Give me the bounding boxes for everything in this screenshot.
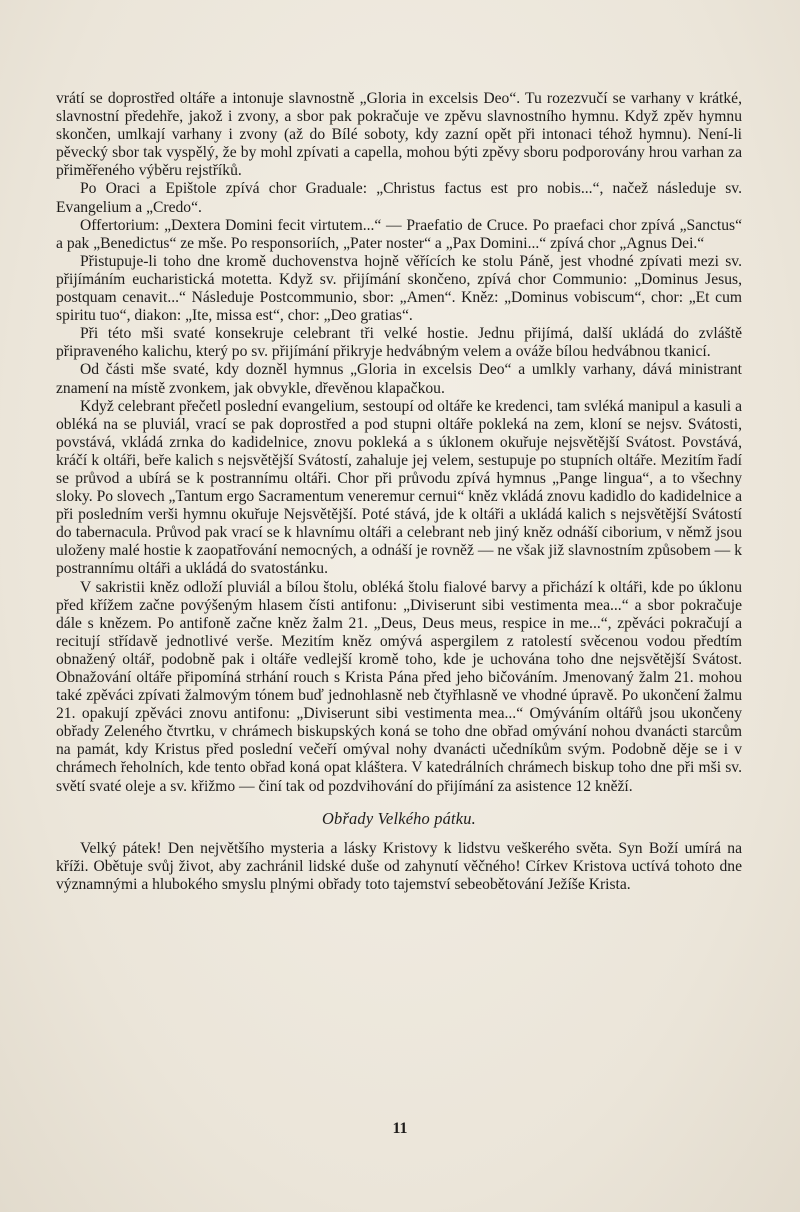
body-text	[56, 90, 742, 894]
paragraph-graduale: Po Oraci a Epištole zpívá chor Graduale: „Christus factus est pro nobis...“, načež následuje sv. Evangelium a „Credo“.	[56, 180, 742, 216]
paragraph-klapacka: Od části mše svaté, kdy dozněl hymnus „Gloria in excelsis Deo“ a umlkly varhany, dává ministrant znamení na místě zvonkem, jak obvykle, dřevěnou klapačkou.	[56, 361, 742, 397]
paragraph-sakristie: V sakristii kněz odloží pluviál a bílou štolu, obléká štolu fialové barvy a přichází k oltáři, kde po úklonu před křížem začne povýšeným hlasem čísti antifonu: „Diviserunt sibi vestimenta mea...“ a sbor pokračuje dále s knězem. Po antifoně začne kněz žalm 21. „Deus, Deus meus, respice in me...“, zpěváci pokračují a recitují střídavě jednotlivé verše. Mezitím kněz omývá aspergilem z ratolestí svěcenou vodou předtím obnažený oltář, podobně pak i oltáře vedlejší kromě toho, kde je uchována toho dne nejsvětější Svátost. Obnažování oltáře připomíná strhání rouch s Krista Pána před jeho bičováním. Jmenovaný žalm 21. mohou také zpěváci zpívati žalmovým tónem buď jednohlasně neb čtyřhlasně ve vhodné úpravě. Po ukončení žalmu 21. opakují zpěváci znovu antifonu: „Diviserunt sibi vestimenta mea...“ Omýváním oltářů jsou ukončeny obřady Zeleného čtvrtku, v chrámech biskupských koná se toho dne obřad omývání nohou dvanácti starcům na památ, kdy Kristus před poslední večeří omýval nohy dvanácti učedníkům svým. Podobně děje se i v chrámech řeholních, kde tento obřad koná opat kláštera. V katedrálních chrámech biskup toho dne při mši sv. světí svaté oleje a sv. křižmo — činí tak od pozdvihování do přijímání za asistence 12 kněží.	[56, 578, 742, 795]
page-number: 11	[392, 1120, 408, 1137]
section-heading: Obřady Velkého pátku.	[322, 808, 476, 828]
paragraph-velky-patek: Velký pátek! Den největšího mysteria a lásky Kristovy k lidstvu veškerého světa. Syn Boží umírá na kříži. Obětuje svůj život, aby zachránil lidské duše od zahynutí věčného! Církev Kristova uctívá tohoto dne významnými a hlubokého smyslu plnými obřady toto tajemství sebeobětování Ježíše Krista.	[56, 839, 742, 893]
paragraph-communio: Přistupuje-li toho dne kromě duchovenstva hojně věřících ke stolu Páně, jest vhodné zpívati mezi sv. přijímáním eucharistická motetta. Když sv. přijímání skončeno, zpívá chor Communio: „Dominus Jesus, postquam cenavit...“ Následuje Postcommunio, sbor: „Amen“. Kněz: „Dominus vobiscum“, chor: „Et cum spiritu tuo“, diakon: „Ite, missa est“, chor: „Deo gratias“.	[56, 252, 742, 325]
paragraph-offertorium: Offertorium: „Dextera Domini fecit virtutem...“ — Praefatio de Cruce. Po praefaci chor zpívá „Sanctus“ a pak „Benedictus“ ze mše. Po responsoriích, „Pater noster“ a „Pax Domini...“ zpívá chor „Agnus Dei.“	[56, 216, 742, 252]
paragraph-pruvod: Když celebrant přečetl poslední evangelium, sestoupí od oltáře ke kredenci, tam svléká manipul a kasuli a obléká na se pluviál, vrací se pak doprostřed a pod stupni oltáře pokleká na zem, kloní se nejsv. Svátosti, povstává, vkládá zrnka do kadidelnice, znovu pokleká a s úklonem okuřuje nejsvětější Svátost. Povstává, kráčí k oltáři, beře kalich s nejsvětější Svátostí, zahaluje jej velem, sestupuje po stupních oltáře. Mezitím řadí se průvod a ubírá se k postrannímu oltáři. Chor při průvodu zpívá hymnus „Pange lingua“, a to všechny sloky. Po slovech „Tantum ergo Sacramentum veneremur cernui“ kněz vkládá znovu kadidlo do kadidelnice a při posledním verši hymnu okuřuje Nejsvětější. Poté stává, jde k oltáři a ukládá kalich s nejsvětější Svátostí do tabernacula. Průvod pak vrací se k hlavnímu oltáři a celebrant neb jiný kněz odnáší ciborium, v němž jsou uloženy malé hostie k zaopatřování nemocných, a odnáší je rovněž — ne však již slavnostním způsobem — k postrannímu oltáři a ukládá do svatostánku.	[56, 397, 742, 578]
paragraph-gloria: vrátí se doprostřed oltáře a intonuje slavnostně „Gloria in excelsis Deo“. Tu rozezvučí se varhany v krátké, slavnostní předehře, jakož i zvony, a sbor pak pokračuje ve zpěvu slavnostního hymnu. Když zpěv hymnu skončen, umlkají varhany i zvony (až do Bílé soboty, kdy zazní opět při intonaci téhož hymnu). Není-li pěvecký sbor tak vyspělý, že by mohl zpívati a capella, mohou býti zpěvy sboru podporovány hrou varhan za přiměřeného výběru rejstříků.	[56, 90, 742, 180]
paragraph-hostie: Při této mši svaté konsekruje celebrant tři velké hostie. Jednu přijímá, další ukládá do zvláště připraveného kalichu, který po sv. přijímání přikryje hedvábným velem a ováže bílou hedvábnou tkanicí.	[56, 325, 742, 361]
